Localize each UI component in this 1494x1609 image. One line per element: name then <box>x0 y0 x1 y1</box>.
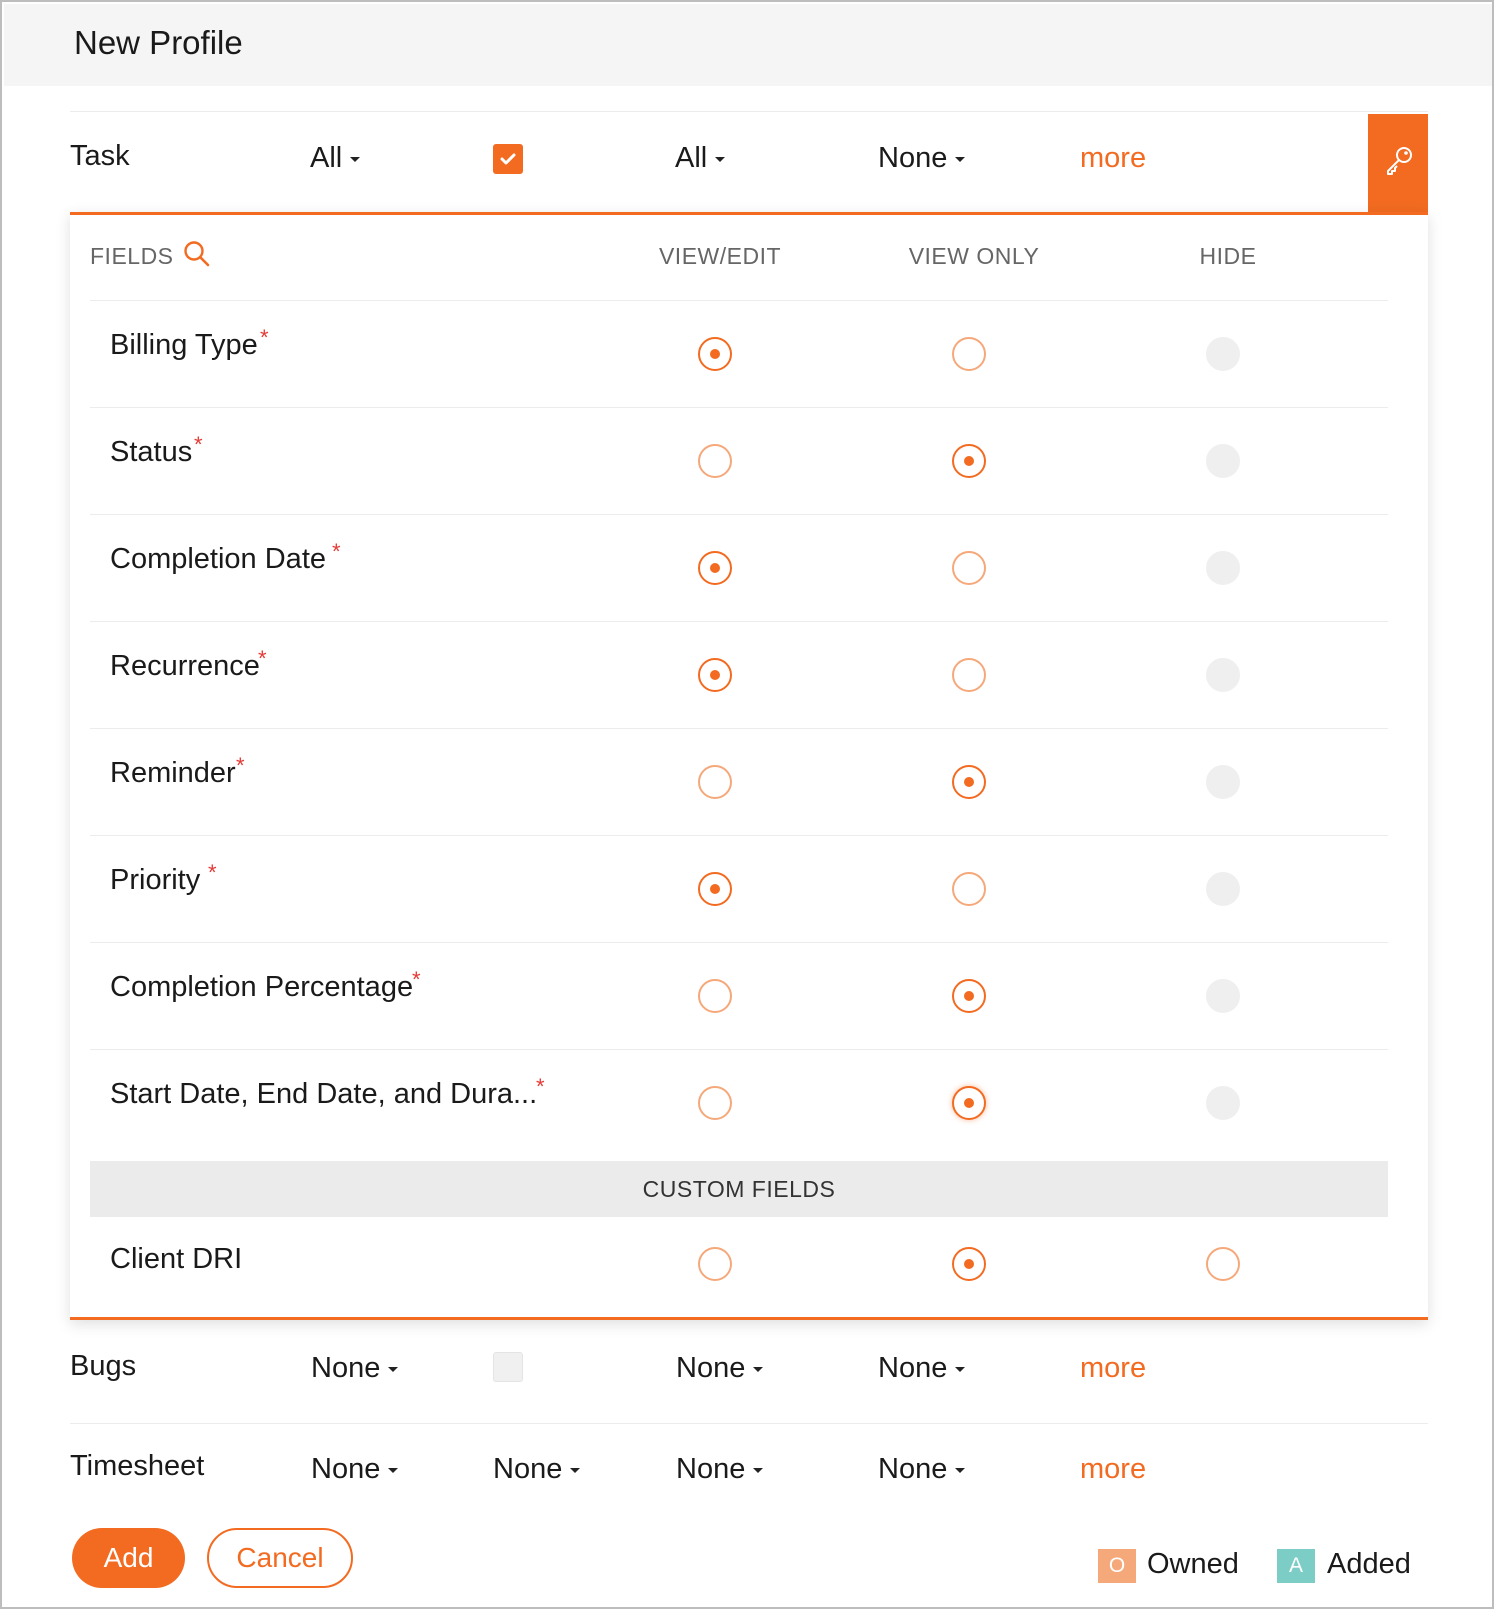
field-row-reminder <box>90 729 1388 836</box>
key-icon <box>1383 144 1415 176</box>
bugs-col1-dropdown[interactable]: None <box>311 1352 398 1385</box>
caret-down-icon <box>955 157 965 162</box>
page-title: New Profile <box>74 24 243 61</box>
field-name: Status <box>110 436 193 468</box>
module-name: Bugs <box>70 1350 137 1382</box>
caret-down-icon <box>955 1468 965 1473</box>
hide-radio <box>1206 337 1240 371</box>
task-col3-dropdown[interactable]: All <box>675 142 725 175</box>
field-name: Completion Date <box>110 543 326 575</box>
view-only-radio[interactable] <box>952 337 986 371</box>
hide-radio <box>1206 444 1240 478</box>
required-marker: * <box>258 646 267 671</box>
timesheet-more-link[interactable]: more <box>1080 1453 1147 1485</box>
added-legend-label: Added <box>1327 1548 1411 1580</box>
caret-down-icon <box>753 1367 763 1372</box>
field-row-completion-percentage <box>90 943 1388 1050</box>
required-marker: * <box>332 539 341 564</box>
search-icon[interactable] <box>182 239 212 274</box>
bugs-more-link[interactable]: more <box>1080 1352 1147 1384</box>
required-marker: * <box>208 860 217 885</box>
field-name: Billing Type <box>110 329 258 361</box>
owned-legend-icon: O <box>1098 1549 1136 1583</box>
field-row-start-end-duration <box>90 1050 1388 1157</box>
bugs-col3-dropdown[interactable]: None <box>676 1352 763 1385</box>
view-edit-radio[interactable] <box>698 872 732 906</box>
task-checkbox[interactable] <box>493 144 523 174</box>
caret-down-icon <box>753 1468 763 1473</box>
view-edit-radio[interactable] <box>698 551 732 585</box>
view-only-column-header: VIEW ONLY <box>908 243 1040 269</box>
field-name: Recurrence <box>110 650 260 682</box>
bugs-col4-dropdown[interactable]: None <box>878 1352 965 1385</box>
field-row-client-dri <box>90 1217 1388 1317</box>
caret-down-icon <box>388 1468 398 1473</box>
hide-radio <box>1206 872 1240 906</box>
fields-column-header: FIELDS <box>90 243 174 269</box>
view-only-radio[interactable] <box>952 658 986 692</box>
hide-radio <box>1206 658 1240 692</box>
timesheet-col1-dropdown[interactable]: None <box>311 1453 398 1486</box>
field-row-billing-type <box>90 301 1388 408</box>
module-row-task <box>70 111 1428 211</box>
view-edit-radio[interactable] <box>698 658 732 692</box>
owned-legend-label: Owned <box>1147 1548 1239 1580</box>
field-name: Completion Percentage <box>110 971 414 1003</box>
field-row-priority <box>90 836 1388 943</box>
task-col1-dropdown[interactable]: All <box>310 142 360 175</box>
hide-column-header: HIDE <box>1199 243 1257 269</box>
bugs-checkbox[interactable] <box>493 1352 523 1382</box>
view-only-radio[interactable] <box>952 551 986 585</box>
view-edit-radio[interactable] <box>698 1247 732 1281</box>
required-marker: * <box>236 753 245 778</box>
timesheet-col3-dropdown[interactable]: None <box>676 1453 763 1486</box>
required-marker: * <box>260 325 269 350</box>
timesheet-col4-dropdown[interactable]: None <box>878 1453 965 1486</box>
view-edit-radio[interactable] <box>698 444 732 478</box>
field-name: Reminder <box>110 757 236 789</box>
caret-down-icon <box>388 1367 398 1372</box>
field-name: Priority <box>110 864 201 896</box>
caret-down-icon <box>570 1468 580 1473</box>
field-name: Start Date, End Date, and Dura... <box>110 1078 538 1110</box>
timesheet-col2-dropdown[interactable]: None <box>493 1453 580 1486</box>
field-permissions-panel <box>70 212 1428 1320</box>
custom-fields-section-header <box>90 1161 1388 1217</box>
hide-radio <box>1206 1086 1240 1120</box>
field-permissions-tab[interactable] <box>1368 114 1428 216</box>
view-only-radio[interactable] <box>952 765 986 799</box>
custom-fields-label: CUSTOM FIELDS <box>642 1176 836 1202</box>
view-only-radio[interactable] <box>952 872 986 906</box>
hide-radio <box>1206 551 1240 585</box>
view-edit-radio[interactable] <box>698 1086 732 1120</box>
panel-header <box>90 215 1388 301</box>
added-legend-icon: A <box>1277 1549 1315 1583</box>
module-row-timesheet <box>70 1425 1428 1525</box>
view-only-radio[interactable] <box>952 979 986 1013</box>
required-marker: * <box>412 967 421 992</box>
field-name: Client DRI <box>110 1243 243 1275</box>
required-marker: * <box>194 432 203 457</box>
required-marker: * <box>536 1074 545 1099</box>
view-edit-column-header: VIEW/EDIT <box>658 243 782 269</box>
view-edit-radio[interactable] <box>698 337 732 371</box>
caret-down-icon <box>715 157 725 162</box>
hide-radio[interactable] <box>1206 1247 1240 1281</box>
dialog-header <box>4 4 1492 86</box>
check-icon <box>500 152 516 166</box>
caret-down-icon <box>955 1367 965 1372</box>
task-col4-dropdown[interactable]: None <box>878 142 965 175</box>
field-row-recurrence <box>90 622 1388 729</box>
caret-down-icon <box>350 157 360 162</box>
field-row-status <box>90 408 1388 515</box>
task-more-link[interactable]: more <box>1080 142 1147 174</box>
cancel-button[interactable]: Cancel <box>207 1528 353 1588</box>
view-only-radio[interactable] <box>952 1247 986 1281</box>
module-name: Timesheet <box>70 1450 205 1482</box>
hide-radio <box>1206 979 1240 1013</box>
module-name: Task <box>70 140 130 172</box>
view-edit-radio[interactable] <box>698 979 732 1013</box>
field-row-completion-date <box>90 515 1388 622</box>
view-edit-radio[interactable] <box>698 765 732 799</box>
view-only-radio[interactable] <box>952 444 986 478</box>
view-only-radio[interactable] <box>952 1086 986 1120</box>
module-row-bugs <box>70 1324 1428 1424</box>
hide-radio <box>1206 765 1240 799</box>
add-button[interactable]: Add <box>72 1528 185 1588</box>
